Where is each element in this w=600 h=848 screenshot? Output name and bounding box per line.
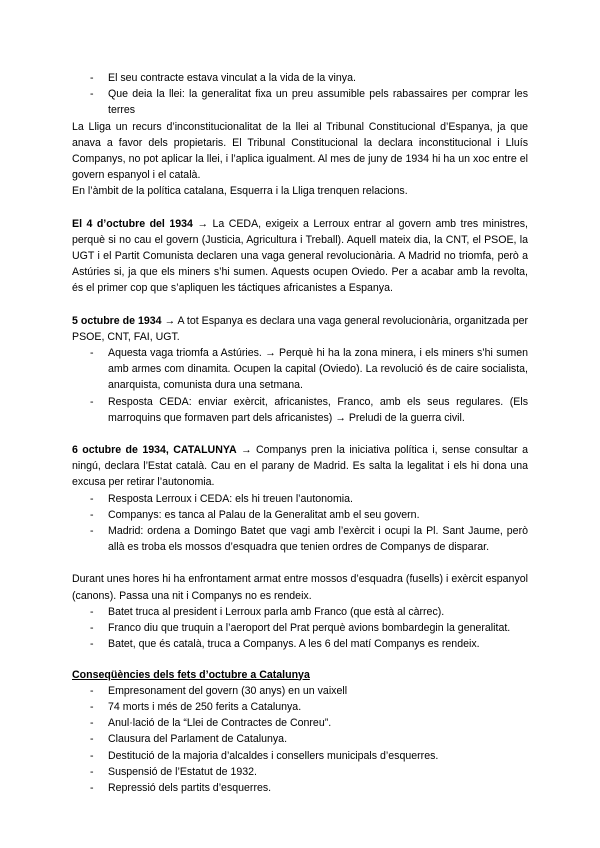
list-item: - Batet, que és català, truca a Companys. A les 6 del matí Companys es rendeix. (72, 636, 528, 652)
list-item: - Empresonament del govern (30 anys) en un vaixell (72, 683, 528, 699)
list-item: - Clausura del Parlament de Catalunya. (72, 731, 528, 747)
list-item: - Batet truca al president i Lerroux parla amb Franco (que està al càrrec). (72, 604, 528, 620)
section-heading: 5 octubre de 1934 (72, 314, 162, 327)
list-item: - Que deia la llei: la generalitat fixa un preu assumible pels rabassaires per comprar les terres (72, 86, 528, 118)
list-item: - Aquesta vaga triomfa a Astúries. → Perquè hi ha la zona minera, i els miners s’hi sumen amb armes com dinamita. Ocupen la capital (Oviedo). La revolució és de caire socialista, anarquista, comunista dura una setmana. (72, 345, 528, 394)
section-heading: 6 octubre de 1934, CATALUNYA (72, 444, 237, 457)
paragraph-lliga: La Lliga un recurs d’inconstitucionalitat de la llei al Tribunal Constitucional d’Espanya, ja que anava a favor dels propietaris. El Tribunal Constitucional la declara inconstitucional i Lluís Companys, no pot aplicar la llei, i l’aplica igualment. Al mes de juny de 1934 hi ha un xoc entre el govern espanyol i el català. (72, 120, 528, 182)
paragraph-ambit: En l’àmbit de la política catalana, Esquerra i la Lliga trenquen relacions. (72, 185, 408, 198)
list-item: - 74 morts i més de 250 ferits a Catalunya. (72, 699, 528, 715)
section-5-list (72, 345, 528, 426)
document-body (72, 70, 528, 796)
section-4-octubre (72, 216, 528, 297)
section-heading: Conseqüències dels fets d’octubre a Catalunya (72, 668, 310, 681)
top-bullet-list (72, 70, 528, 119)
list-item: - Resposta CEDA: enviar exèrcit, africanistes, Franco, amb els seus regulares. (Els marroquins que formaven part dels africanistes) → Preludi de la guerra civil. (72, 394, 528, 426)
list-item: - Madrid: ordena a Domingo Batet que vagi amb l’exèrcit i ocupi la Pl. Sant Jaume, però allà es troba els mossos d’esquadra que tenien ordres de Companys de disparar. (72, 523, 528, 555)
list-item: - Destitució de la majoria d’alcaldes i consellers municipals d’esquerres. (72, 748, 528, 764)
enfrontament-list (72, 604, 528, 653)
section-heading: El 4 d’octubre del 1934 (72, 217, 193, 230)
section-6-octubre (72, 442, 528, 491)
list-item: - Anul·lació de la “Llei de Contractes de Conreu”. (72, 715, 528, 731)
section-text: → Companys pren la iniciativa política i, sense consultar a ningú, declara l’Estat català. Cau en el parany de Madrid. Es salta la legalitat i els hi dona una excusa per retirar l’autonomia. (72, 444, 528, 489)
section-5-octubre (72, 313, 528, 345)
section-6-list (72, 491, 528, 556)
consequencies-heading (72, 667, 528, 683)
consequencies-list (72, 683, 528, 796)
list-item: - Franco diu que truquin a l’aeroport del Prat perquè avions bombardegin la generalitat. (72, 620, 528, 636)
list-item: - Companys: es tanca al Palau de la Generalitat amb el seu govern. (72, 507, 528, 523)
list-item: - Suspensió de l’Estatut de 1932. (72, 764, 528, 780)
section-text: → A tot Espanya es declara una vaga general revolucionària, organitzada per PSOE, CNT, FAI, UGT. (72, 314, 529, 343)
paragraph-enfrontament: Durant unes hores hi ha enfrontament armat entre mossos d’esquadra (fusells) i exèrcit espanyol (canons). Passa una nit i Companys no es rendeix. (72, 573, 528, 602)
list-item: - Repressió dels partits d’esquerres. (72, 780, 528, 796)
section-text: → La CEDA, exigeix a Lerroux entrar al govern amb tres ministres, perquè si no cau el govern (Justicia, Agricultura i Treball). Aquell mateix dia, la CNT, el PSOE, la UGT i el Partit Comunista declaren una vaga general revolucionària. A Madrid no triomfa, però a Astúries si, ja que els miners s’hi sumen. Aquests ocupen Oviedo. Per a acabar amb la revolta, és el primer cop que s’apliquen les táctiques africanistes a Espanya. (72, 217, 529, 295)
list-item: - Resposta Lerroux i CEDA: els hi treuen l’autonomia. (72, 491, 528, 507)
list-item: - El seu contracte estava vinculat a la vida de la vinya. (72, 70, 528, 86)
